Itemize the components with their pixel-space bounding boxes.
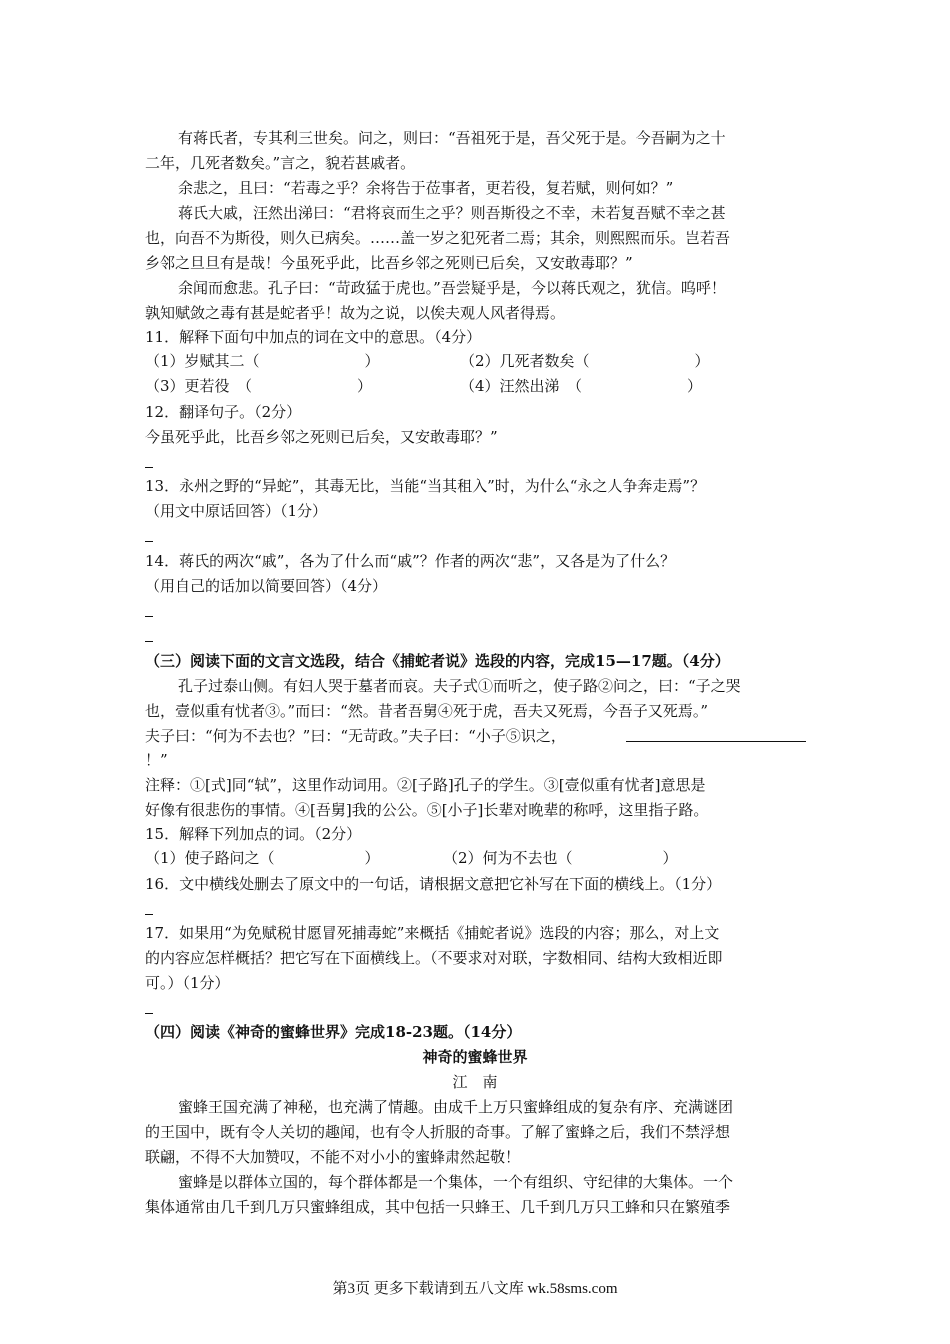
answer-line[interactable]	[145, 914, 153, 915]
paragraph-line: 蒋氏大戚，汪然出涕曰：“君将哀而生之乎？则吾斯役之不幸，未若复吾赋不幸之甚	[178, 204, 726, 222]
paragraph-line: 夫子曰：“何为不去也？”曰：“无苛政。”夫子曰：“小子⑤识之，	[145, 727, 566, 745]
question-title-cont: （用自己的话加以简要回答）（4分）	[145, 577, 388, 595]
answer-item[interactable]: （2）几死者数矣（ ）	[460, 352, 710, 370]
paragraph-line: 乡邻之旦旦有是哉！今虽死乎此，比吾乡邻之死则已后矣，又安敢毒耶？”	[145, 254, 633, 272]
question-title: 15．解释下列加点的词。（2分）	[145, 825, 362, 843]
section-title: （四）阅读《神奇的蜜蜂世界》完成18-23题。（14分）	[145, 1023, 522, 1041]
answer-item[interactable]: （1）使子路问之（ ）	[145, 849, 380, 867]
question-title-cont: （用文中原话回答）（1分）	[145, 502, 328, 520]
question-title: 14．蒋氏的两次“戚”，各为了什么而“戚”？作者的两次“悲”，又各是为了什么？	[145, 552, 676, 570]
question-title: 11．解释下面句中加点的词在文中的意思。（4分）	[145, 328, 482, 346]
answer-item[interactable]: （1）岁赋其二（ ）	[145, 352, 380, 370]
paragraph-line: 联翩，不得不大加赞叹，不能不对小小的蜜蜂肃然起敬！	[145, 1148, 521, 1166]
answer-line[interactable]	[145, 641, 153, 642]
paragraph-line: 余悲之，且曰：“若毒之乎？余将告于莅事者，更若役，复若赋，则何如？”	[178, 179, 674, 197]
paragraph-line: 的王国中，既有令人关切的趣闻，也有令人折服的奇事。了解了蜜蜂之后，我们不禁浮想	[145, 1123, 731, 1141]
question-title: 16．文中横线处删去了原文中的一句话，请根据文意把它补写在下面的横线上。（1分）	[145, 875, 722, 893]
paragraph-line: 二年，几死者数矣。”言之，貌若甚戚者。	[145, 154, 416, 172]
paragraph-line: 也，向吾不为斯役，则久已病矣。……盖一岁之犯死者二焉；其余，则熙熙而乐。岂若吾	[145, 229, 731, 247]
translate-sentence: 今虽死乎此，比吾乡邻之死则已后矣，又安敢毒耶？”	[145, 428, 498, 446]
paragraph-line: 蜜蜂是以群体立国的，每个群体都是一个集体，一个有组织、守纪律的大集体。一个	[178, 1173, 734, 1191]
question-title-cont: 的内容应怎样概括？把它写在下面横线上。（不要求对对联，字数相同、结构大致相近即	[145, 949, 723, 967]
note-line: 好像有很悲伤的事情。④[吾舅]我的公公。⑤[小子]长辈对晚辈的称呼，这里指子路。	[145, 801, 709, 819]
paragraph-line: 集体通常由几千到几万只蜜蜂组成，其中包括一只蜂王、几千到几万只工蜂和只在繁殖季	[145, 1198, 731, 1216]
question-title: 13．永州之野的“异蛇”，其毒无比，当能“当其租入”时，为什么“永之人争奔走焉”？	[145, 477, 706, 495]
fill-blank-line[interactable]	[626, 741, 806, 742]
answer-item[interactable]: （2）何为不去也（ ）	[443, 849, 678, 867]
paragraph-line: 有蒋氏者，专其利三世矣。问之，则曰：“吾祖死于是，吾父死于是。今吾嗣为之十	[178, 129, 726, 147]
answer-line[interactable]	[145, 1013, 153, 1014]
paragraph-line: 也，壹似重有忧者③。”而曰：“然。昔者吾舅④死于虎，吾夫又死焉，今吾子又死焉。”	[145, 702, 709, 720]
answer-line[interactable]	[145, 467, 153, 468]
question-title-cont: 可。）（1分）	[145, 974, 230, 992]
question-title: 12．翻译句子。（2分）	[145, 403, 302, 421]
note-line: 注释：①[式]同“轼”，这里作动词用。②[子路]孔子的学生。③[壹似重有忧者]意思是	[145, 776, 706, 794]
answer-line[interactable]	[145, 541, 153, 542]
paragraph-line: ！”	[145, 751, 168, 769]
question-title: 17．如果用“为免赋税甘愿冒死捕毒蛇”来概括《捕蛇者说》选段的内容；那么，对上文	[145, 924, 720, 942]
paragraph-line: 蜜蜂王国充满了神秘，也充满了情趣。由成千上万只蜜蜂组成的复杂有序、充满谜团	[178, 1098, 734, 1116]
section-title: （三）阅读下面的文言文选段，结合《捕蛇者说》选段的内容，完成15—17题。（4分）	[145, 652, 730, 670]
article-title: 神奇的蜜蜂世界	[422, 1048, 528, 1066]
page-footer: 第3页 更多下载请到五八文库 wk.58sms.com	[332, 1281, 618, 1297]
paragraph-line: 余闻而愈悲。孔子曰：“苛政猛于虎也。”吾尝疑乎是，今以蒋氏观之，犹信。呜呼！	[178, 279, 726, 297]
answer-item[interactable]: （4）汪然出涕 （ ）	[460, 377, 703, 395]
article-author: 江 南	[452, 1073, 498, 1091]
paragraph-line: 孔子过泰山侧。有妇人哭于墓者而哀。夫子式①而听之，使子路②问之，曰：“子之哭	[178, 677, 741, 695]
answer-line[interactable]	[145, 616, 153, 617]
answer-item[interactable]: （3）更若役 （ ）	[145, 377, 373, 395]
paragraph-line: 孰知赋敛之毒有甚是蛇者乎！故为之说，以俟夫观人风者得焉。	[145, 304, 566, 322]
